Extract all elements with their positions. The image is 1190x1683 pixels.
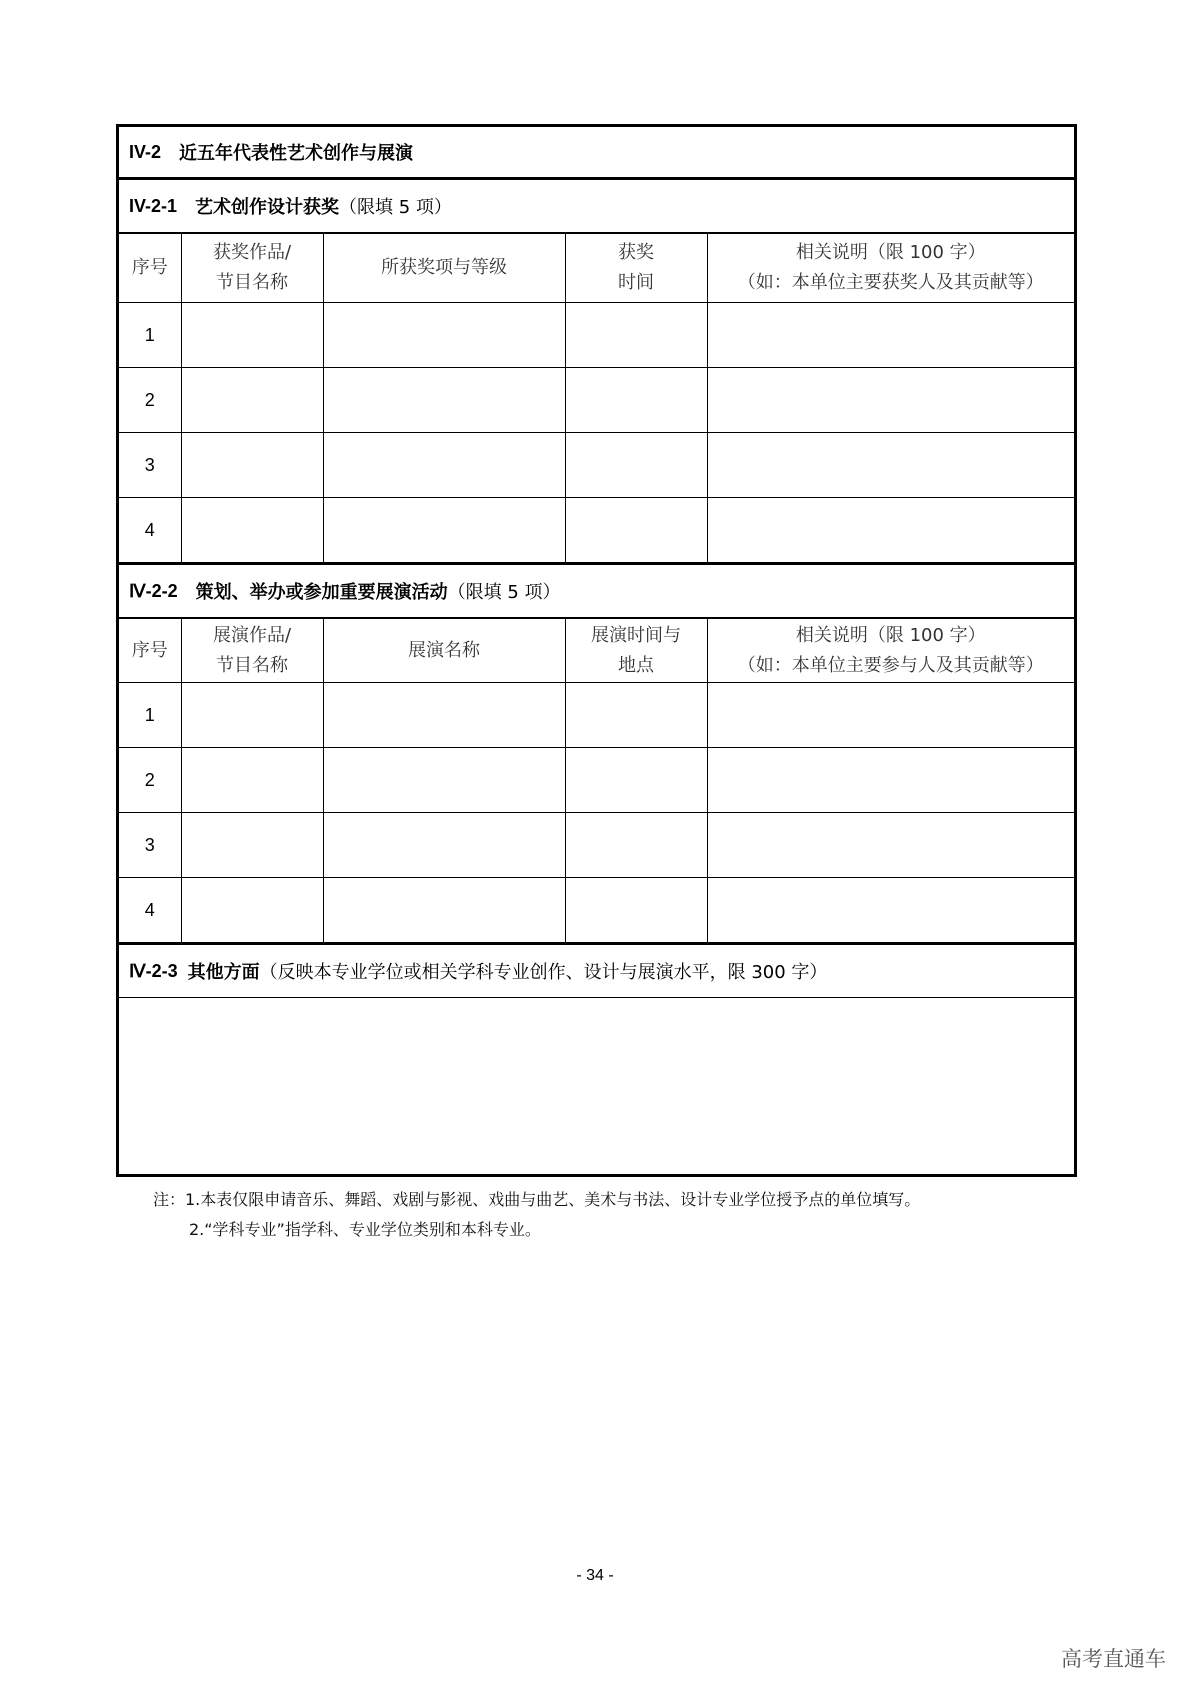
time-cell[interactable]	[565, 368, 707, 433]
performances-table	[119, 618, 1074, 945]
footnote-2: 2.“学科专业”指学科、专业学位类别和本科专业。	[189, 1220, 541, 1239]
note-cell[interactable]	[707, 433, 1074, 498]
section-title: 近五年代表性艺术创作与展演	[179, 143, 414, 164]
note-cell[interactable]	[707, 813, 1074, 878]
work-cell[interactable]	[181, 433, 323, 498]
awards-limit: （限填 5 项）	[339, 197, 452, 218]
section-header	[119, 127, 1074, 180]
awards-header-time: 获奖 时间	[565, 234, 707, 303]
other-title: 其他方面	[187, 962, 260, 983]
other-subheader	[119, 945, 1074, 998]
name-cell[interactable]	[323, 748, 565, 813]
note-cell[interactable]	[707, 878, 1074, 944]
performances-header-note: 相关说明（限 100 字） （如：本单位主要参与人及其贡献等）	[707, 619, 1074, 683]
time-cell[interactable]	[565, 433, 707, 498]
table-row	[119, 368, 1074, 433]
time-cell[interactable]	[565, 878, 707, 944]
work-cell[interactable]	[181, 683, 323, 748]
award-cell[interactable]	[323, 368, 565, 433]
performances-code: Ⅳ-2-2	[129, 580, 178, 601]
award-cell[interactable]	[323, 433, 565, 498]
work-cell[interactable]	[181, 368, 323, 433]
awards-title: 艺术创作设计获奖	[195, 197, 340, 218]
row-index: 1	[119, 683, 181, 748]
row-index: 1	[119, 303, 181, 368]
time-cell[interactable]	[565, 748, 707, 813]
other-desc: （反映本专业学位或相关学科专业创作、设计与展演水平，限 300 字）	[259, 962, 828, 983]
performances-header-name: 展演名称	[323, 619, 565, 683]
awards-header-award: 所获奖项与等级	[323, 234, 565, 303]
other-code: Ⅳ-2-3	[129, 960, 178, 981]
footnote-1: 注：1.本表仅限申请音乐、舞蹈、戏剧与影视、戏曲与曲艺、美术与书法、设计专业学位授予点的单位填写。	[153, 1190, 921, 1209]
table-row	[119, 813, 1074, 878]
performances-title: 策划、举办或参加重要展演活动	[195, 582, 448, 603]
table-row	[119, 498, 1074, 564]
watermark: 高考直通车	[1061, 1647, 1166, 1671]
awards-subheader	[119, 180, 1074, 233]
performances-header-row	[119, 619, 1074, 683]
performances-header-index: 序号	[119, 619, 181, 683]
name-cell[interactable]	[323, 813, 565, 878]
row-index: 2	[119, 748, 181, 813]
time-cell[interactable]	[565, 303, 707, 368]
page-number: - 34 -	[576, 1567, 614, 1584]
note-cell[interactable]	[707, 498, 1074, 564]
row-index: 3	[119, 433, 181, 498]
other-text-area[interactable]	[119, 998, 1074, 1174]
section-code: IV-2	[129, 141, 162, 162]
work-cell[interactable]	[181, 303, 323, 368]
note-cell[interactable]	[707, 303, 1074, 368]
work-cell[interactable]	[181, 498, 323, 564]
table-row	[119, 748, 1074, 813]
form-sheet	[116, 124, 1077, 1177]
awards-header-work: 获奖作品/ 节目名称	[181, 234, 323, 303]
performances-limit: （限填 5 项）	[447, 582, 561, 603]
footnotes	[153, 1185, 920, 1245]
row-index: 3	[119, 813, 181, 878]
row-index: 4	[119, 498, 181, 564]
awards-table	[119, 233, 1074, 565]
row-index: 4	[119, 878, 181, 944]
work-cell[interactable]	[181, 813, 323, 878]
awards-code: IV-2-1	[129, 195, 178, 216]
time-cell[interactable]	[565, 498, 707, 564]
time-cell[interactable]	[565, 813, 707, 878]
name-cell[interactable]	[323, 683, 565, 748]
work-cell[interactable]	[181, 748, 323, 813]
awards-header-note: 相关说明（限 100 字） （如：本单位主要获奖人及其贡献等）	[707, 234, 1074, 303]
award-cell[interactable]	[323, 498, 565, 564]
awards-header-index: 序号	[119, 234, 181, 303]
awards-header-row	[119, 234, 1074, 303]
table-row	[119, 433, 1074, 498]
note-cell[interactable]	[707, 683, 1074, 748]
table-row	[119, 683, 1074, 748]
performances-subheader	[119, 565, 1074, 618]
note-cell[interactable]	[707, 368, 1074, 433]
award-cell[interactable]	[323, 303, 565, 368]
table-row	[119, 303, 1074, 368]
name-cell[interactable]	[323, 878, 565, 944]
performances-header-work: 展演作品/ 节目名称	[181, 619, 323, 683]
performances-header-time: 展演时间与 地点	[565, 619, 707, 683]
row-index: 2	[119, 368, 181, 433]
note-cell[interactable]	[707, 748, 1074, 813]
work-cell[interactable]	[181, 878, 323, 944]
table-row	[119, 878, 1074, 944]
time-cell[interactable]	[565, 683, 707, 748]
